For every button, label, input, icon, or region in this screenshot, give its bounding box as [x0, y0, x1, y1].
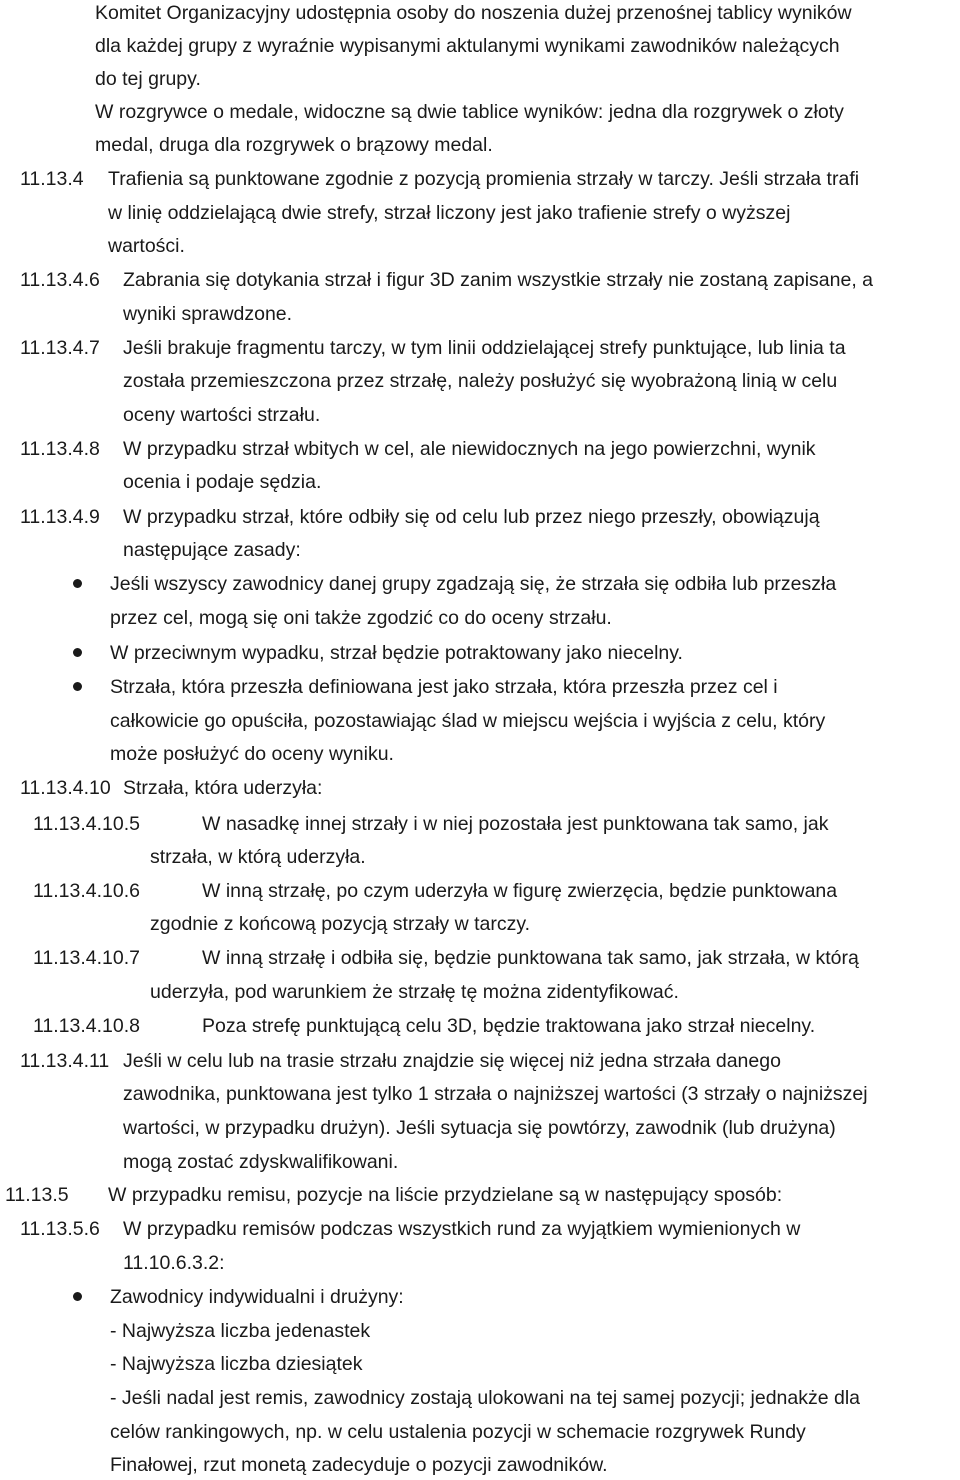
bullet-text: Jeśli wszyscy zawodnicy danej grupy zgadzają się, że strzała się odbiła lub przeszła — [110, 573, 837, 595]
subsection-text: uderzyła, pod warunkiem że strzałę tę można zidentyfikować. — [150, 981, 679, 1003]
section-text: W przypadku remisu, pozycje na liście przydzielane są w następujący sposób: — [108, 1184, 783, 1206]
subsection-text: strzała, w którą uderzyła. — [150, 846, 366, 868]
bullet-icon — [73, 1292, 82, 1301]
subsection-number: 11.13.4.10.5 — [33, 813, 140, 835]
bullet-icon — [73, 682, 82, 691]
section-number: 11.13.5 — [5, 1184, 69, 1206]
bullet-text: może posłużyć do oceny wyniku. — [110, 743, 394, 765]
section-text: wartości, w przypadku drużyn). Jeśli sytuacja się powtórzy, zawodnik (lub drużyna) — [123, 1117, 836, 1139]
section-text: ocenia i podaje sędzia. — [123, 471, 322, 493]
bullet-text: W przeciwnym wypadku, strzał będzie potraktowany jako niecelny. — [110, 642, 683, 664]
section-text: została przemieszczona przez strzałę, należy posłużyć się wyobrażoną linią w celu — [123, 370, 838, 392]
section-text: W przypadku strzał, które odbiły się od celu lub przez niego przeszły, obowiązują — [123, 506, 820, 528]
section-text: Jeśli brakuje fragmentu tarczy, w tym linii oddzielającej strefy punktujące, lub linia ta — [123, 337, 846, 359]
bullet-text: przez cel, mogą się oni także zgodzić co do oceny strzału. — [110, 607, 612, 629]
bullet-text: Strzała, która przeszła definiowana jest jako strzała, która przeszła przez cel i — [110, 676, 778, 698]
intro-line: Komitet Organizacyjny udostępnia osoby do noszenia dużej przenośnej tablicy wyników — [95, 2, 852, 24]
intro-line: W rozgrywce o medale, widoczne są dwie tablice wyników: jedna dla rozgrywek o złoty — [95, 101, 844, 123]
section-text: w linię oddzielającą dwie strefy, strzał liczony jest jako trafienie strefy o wyższej — [108, 202, 791, 224]
subsection-text: Poza strefę punktującą celu 3D, będzie traktowana jako strzał niecelny. — [202, 1015, 816, 1037]
dash-item: - Najwyższa liczba jedenastek — [110, 1320, 371, 1342]
dash-item: - Jeśli nadal jest remis, zawodnicy zostają ulokowani na tej samej pozycji; jednakże dla — [110, 1387, 861, 1409]
section-text: Jeśli w celu lub na trasie strzału znajdzie się więcej niż jedna strzała danego — [123, 1050, 781, 1072]
section-text: oceny wartości strzału. — [123, 404, 321, 426]
section-text: mogą zostać zdyskwalifikowani. — [123, 1151, 399, 1173]
section-number: 11.13.4 — [20, 168, 84, 190]
section-text: następujące zasady: — [123, 539, 301, 561]
subsection-text: W inną strzałę i odbiła się, będzie punktowana tak samo, jak strzała, w którą — [202, 947, 859, 969]
intro-line: do tej grupy. — [95, 68, 201, 90]
dash-item: Finałowej, rzut monetą zadecyduje o pozycji zawodników. — [110, 1454, 608, 1476]
section-number: 11.13.4.10 — [20, 777, 111, 799]
section-number: 11.13.5.6 — [20, 1218, 100, 1240]
subsection-text: W nasadkę innej strzały i w niej pozostała jest punktowana tak samo, jak — [202, 813, 829, 835]
section-number: 11.13.4.8 — [20, 438, 100, 460]
intro-line: dla każdej grupy z wyraźnie wypisanymi aktulanymi wynikami zawodników należących — [95, 35, 840, 57]
section-number: 11.13.4.6 — [20, 269, 100, 291]
section-text: W przypadku remisów podczas wszystkich rund za wyjątkiem wymienionych w — [123, 1218, 801, 1240]
section-text: Zabrania się dotykania strzał i figur 3D zanim wszystkie strzały nie zostaną zapisane, a — [123, 269, 873, 291]
section-text: Strzała, która uderzyła: — [123, 777, 323, 799]
section-text: W przypadku strzał wbitych w cel, ale niewidocznych na jego powierzchni, wynik — [123, 438, 816, 460]
section-text: Trafienia są punktowane zgodnie z pozycją promienia strzały w tarczy. Jeśli strzała trafi — [108, 168, 860, 190]
subsection-number: 11.13.4.10.8 — [33, 1015, 140, 1037]
subsection-number: 11.13.4.10.7 — [33, 947, 140, 969]
section-number: 11.13.4.11 — [20, 1050, 110, 1072]
section-text: 11.10.6.3.2: — [123, 1252, 225, 1274]
bullet-icon — [73, 648, 82, 657]
subsection-number: 11.13.4.10.6 — [33, 880, 140, 902]
intro-line: medal, druga dla rozgrywek o brązowy medal. — [95, 134, 493, 156]
section-number: 11.13.4.7 — [20, 337, 100, 359]
dash-item: - Najwyższa liczba dziesiątek — [110, 1353, 363, 1375]
section-text: wyniki sprawdzone. — [123, 303, 293, 325]
dash-item: celów rankingowych, np. w celu ustalenia pozycji w schemacie rozgrywek Rundy — [110, 1421, 806, 1443]
section-number: 11.13.4.9 — [20, 506, 100, 528]
section-text: zawodnika, punktowana jest tylko 1 strzała o najniższej wartości (3 strzały o najniższej — [123, 1083, 868, 1105]
subsection-text: zgodnie z końcową pozycją strzały w tarczy. — [150, 913, 531, 935]
bullet-text: Zawodnicy indywidualni i drużyny: — [110, 1286, 404, 1308]
subsection-text: W inną strzałę, po czym uderzyła w figurę zwierzęcia, będzie punktowana — [202, 880, 838, 902]
section-text: wartości. — [108, 235, 185, 257]
bullet-text: całkowicie go opuściła, pozostawiając ślad w miejscu wejścia i wyjścia z celu, który — [110, 710, 826, 732]
bullet-icon — [73, 579, 82, 588]
